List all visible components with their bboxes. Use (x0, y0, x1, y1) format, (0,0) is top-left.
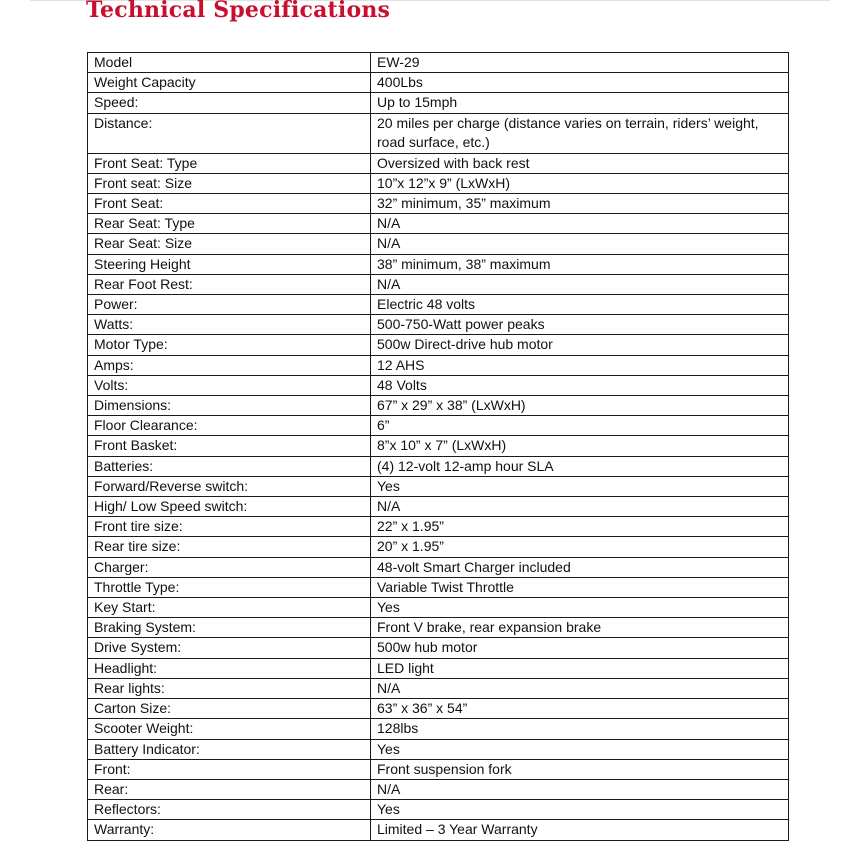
page-title: Technical Specifications (86, 0, 391, 23)
spec-label: Front Seat: (88, 194, 371, 214)
spec-label: Charger: (88, 557, 371, 577)
spec-value: Yes (371, 476, 789, 496)
spec-row (88, 678, 789, 698)
spec-value: 22” x 1.95” (371, 517, 789, 537)
spec-value: Front V brake, rear expansion brake (371, 618, 789, 638)
spec-value: Yes (371, 598, 789, 618)
spec-row (88, 638, 789, 658)
spec-row (88, 759, 789, 779)
spec-value: 67” x 29” x 38” (LxWxH) (371, 396, 789, 416)
spec-label: Rear: (88, 779, 371, 799)
spec-row (88, 73, 789, 93)
spec-row (88, 658, 789, 678)
spec-value: 12 AHS (371, 355, 789, 375)
spec-label: Warranty: (88, 820, 371, 840)
spec-value: 8”x 10” x 7” (LxWxH) (371, 436, 789, 456)
spec-row (88, 254, 789, 274)
spec-table-body (88, 53, 789, 841)
spec-row (88, 497, 789, 517)
spec-row (88, 820, 789, 840)
spec-value: 128lbs (371, 719, 789, 739)
spec-value: Up to 15mph (371, 93, 789, 113)
spec-label: High/ Low Speed switch: (88, 497, 371, 517)
spec-row (88, 476, 789, 496)
spec-row (88, 375, 789, 395)
spec-label: Reflectors: (88, 800, 371, 820)
spec-value: 20” x 1.95” (371, 537, 789, 557)
spec-label: Floor Clearance: (88, 416, 371, 436)
spec-row (88, 436, 789, 456)
spec-label: Rear lights: (88, 678, 371, 698)
spec-label: Power: (88, 295, 371, 315)
spec-label: Speed: (88, 93, 371, 113)
spec-row (88, 194, 789, 214)
spec-row (88, 577, 789, 597)
spec-label: Drive System: (88, 638, 371, 658)
spec-label: Dimensions: (88, 396, 371, 416)
spec-label: Volts: (88, 375, 371, 395)
spec-label: Scooter Weight: (88, 719, 371, 739)
spec-value: 400Lbs (371, 73, 789, 93)
spec-row (88, 335, 789, 355)
spec-label: Headlight: (88, 658, 371, 678)
spec-label: Motor Type: (88, 335, 371, 355)
spec-row (88, 295, 789, 315)
spec-label: Rear Seat: Type (88, 214, 371, 234)
spec-row (88, 456, 789, 476)
spec-value: N/A (371, 779, 789, 799)
spec-label: Model (88, 53, 371, 73)
spec-value: 500w Direct-drive hub motor (371, 335, 789, 355)
spec-value: Oversized with back rest (371, 153, 789, 173)
spec-label: Distance: (88, 113, 371, 153)
spec-row (88, 800, 789, 820)
spec-label: Amps: (88, 355, 371, 375)
spec-value: Variable Twist Throttle (371, 577, 789, 597)
spec-row (88, 699, 789, 719)
spec-label: Front Seat: Type (88, 153, 371, 173)
spec-value: N/A (371, 214, 789, 234)
spec-row (88, 234, 789, 254)
spec-table (87, 52, 789, 841)
spec-value: Electric 48 volts (371, 295, 789, 315)
spec-value: 500-750-Watt power peaks (371, 315, 789, 335)
spec-value: 38” minimum, 38” maximum (371, 254, 789, 274)
spec-row (88, 396, 789, 416)
spec-value: Front suspension fork (371, 759, 789, 779)
spec-value: N/A (371, 678, 789, 698)
spec-value: N/A (371, 234, 789, 254)
spec-row (88, 93, 789, 113)
spec-row (88, 537, 789, 557)
spec-row (88, 719, 789, 739)
spec-label: Braking System: (88, 618, 371, 638)
spec-row (88, 557, 789, 577)
spec-row (88, 274, 789, 294)
spec-value: LED light (371, 658, 789, 678)
spec-row (88, 739, 789, 759)
spec-label: Watts: (88, 315, 371, 335)
spec-value: (4) 12-volt 12-amp hour SLA (371, 456, 789, 476)
spec-row (88, 355, 789, 375)
spec-label: Front: (88, 759, 371, 779)
spec-label: Rear tire size: (88, 537, 371, 557)
spec-row (88, 315, 789, 335)
spec-value: 20 miles per charge (distance varies on terrain, riders’ weight, road surface, etc.) (371, 113, 789, 153)
spec-value: 48-volt Smart Charger included (371, 557, 789, 577)
spec-row (88, 779, 789, 799)
spec-row (88, 618, 789, 638)
spec-row (88, 517, 789, 537)
spec-label: Front Basket: (88, 436, 371, 456)
spec-value: 48 Volts (371, 375, 789, 395)
spec-value: 32” minimum, 35” maximum (371, 194, 789, 214)
spec-value: 6” (371, 416, 789, 436)
spec-value: 63” x 36” x 54” (371, 699, 789, 719)
spec-label: Front tire size: (88, 517, 371, 537)
spec-value: N/A (371, 274, 789, 294)
spec-value: Yes (371, 739, 789, 759)
spec-value: 10”x 12”x 9” (LxWxH) (371, 173, 789, 193)
spec-label: Batteries: (88, 456, 371, 476)
spec-label: Forward/Reverse switch: (88, 476, 371, 496)
spec-label: Battery Indicator: (88, 739, 371, 759)
spec-value: EW-29 (371, 53, 789, 73)
spec-row (88, 598, 789, 618)
spec-value: Limited – 3 Year Warranty (371, 820, 789, 840)
spec-row (88, 416, 789, 436)
spec-value: 500w hub motor (371, 638, 789, 658)
spec-label: Rear Seat: Size (88, 234, 371, 254)
spec-row (88, 214, 789, 234)
spec-row (88, 53, 789, 73)
spec-label: Throttle Type: (88, 577, 371, 597)
spec-value: Yes (371, 800, 789, 820)
spec-label: Rear Foot Rest: (88, 274, 371, 294)
spec-row (88, 173, 789, 193)
spec-value: N/A (371, 497, 789, 517)
spec-label: Steering Height (88, 254, 371, 274)
spec-label: Key Start: (88, 598, 371, 618)
spec-label: Front seat: Size (88, 173, 371, 193)
spec-row (88, 153, 789, 173)
spec-label: Weight Capacity (88, 73, 371, 93)
spec-label: Carton Size: (88, 699, 371, 719)
spec-row (88, 113, 789, 153)
